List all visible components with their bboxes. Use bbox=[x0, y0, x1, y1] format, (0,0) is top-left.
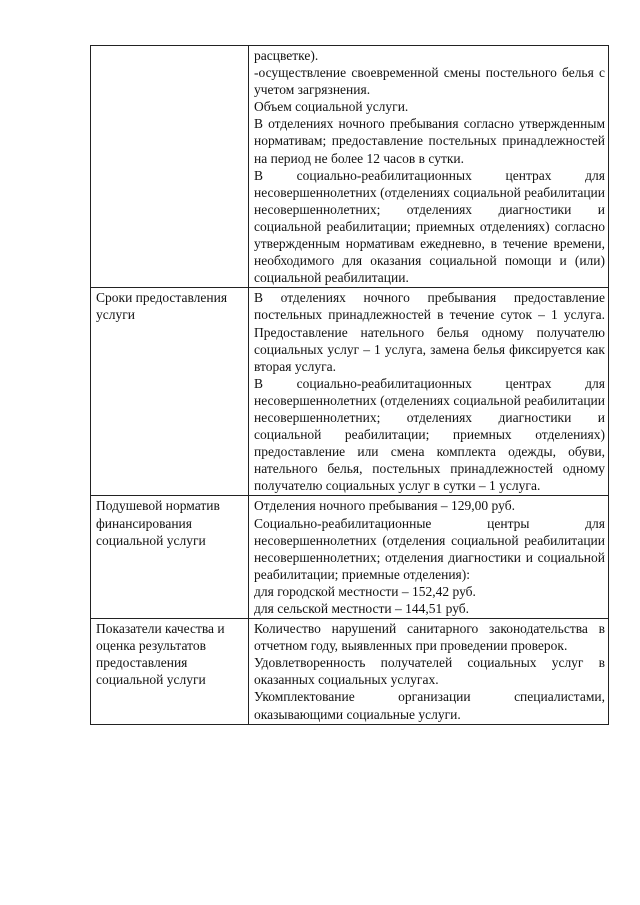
paragraph: В отделениях ночного пребывания согласно утвержденным нормативам; предоставление постельных принадлежностей на период не более 12 часов в сутки. bbox=[254, 116, 605, 166]
paragraph: Отделения ночного пребывания – 129,00 руб. bbox=[254, 498, 515, 514]
row-label: Показатели качества и оценка результатов предоставления социальной услуги bbox=[91, 619, 249, 725]
row-label: Сроки предоставления услуги bbox=[91, 288, 249, 496]
row-value bbox=[249, 288, 609, 496]
service-table bbox=[90, 45, 609, 725]
paragraph: для сельской местности – 144,51 руб. bbox=[254, 601, 470, 616]
paragraph: расцветке). bbox=[254, 48, 319, 63]
paragraph: -осуществление своевременной смены постельного белья с учетом загрязнения. bbox=[254, 65, 605, 98]
row-label: Подушевой норматив финансирования социальной услуги bbox=[91, 496, 249, 619]
paragraph: В социально-реабилитационных центрах для несовершеннолетних (отделениях социальной реабилитации несовершеннолетних; отделениях диагностики и социальной реабилитации; приемных отделениях) согласно утвержденным нормативам ежедневно, в течение времени, необходимого для оказания социальной помощи и (или) социальной реабилитации. bbox=[254, 167, 605, 286]
document-page bbox=[90, 45, 609, 725]
row-label bbox=[91, 46, 249, 288]
paragraph: В отделениях ночного пребывания предоставление постельных принадлежностей в течение суток – 1 услуга. Предоставление нательного белья одному получателю социальных услуг – 1 услуга, замена белья фиксируется как вторая услуга. bbox=[254, 290, 605, 374]
table-row bbox=[91, 496, 609, 619]
table-row bbox=[91, 288, 609, 496]
paragraph: Объем социальной услуги. bbox=[254, 99, 409, 115]
paragraph: Социально-реабилитационные центры для несовершеннолетних (отделения социальной реабилитации несовершеннолетних; отделения диагностики и социальной реабилитации; приемные отделения): bbox=[254, 515, 605, 582]
paragraph: Количество нарушений санитарного законодательства в отчетном году, выявленных при проведении проверок. bbox=[254, 621, 605, 654]
row-value bbox=[249, 496, 609, 619]
table-row bbox=[91, 619, 609, 725]
paragraph: В социально-реабилитационных центрах для несовершеннолетних (отделениях социальной реабилитации несовершеннолетних; отделениях диагностики и социальной реабилитации; приемных отделениях) предоставление или смена комплекта одежды, обуви, нательного белья, постельных принадлежностей одному получателю социальных услуг в сутки – 1 услуга. bbox=[254, 375, 605, 494]
paragraph: Удовлетворенность получателей социальных услуг в оказанных социальных услугах. bbox=[254, 655, 605, 688]
table-row bbox=[91, 46, 609, 288]
row-value bbox=[249, 46, 609, 288]
paragraph: Укомплектование организации специалистами, оказывающими социальные услуги. bbox=[254, 689, 605, 722]
paragraph: для городской местности – 152,42 руб. bbox=[254, 583, 476, 599]
row-value bbox=[249, 619, 609, 725]
